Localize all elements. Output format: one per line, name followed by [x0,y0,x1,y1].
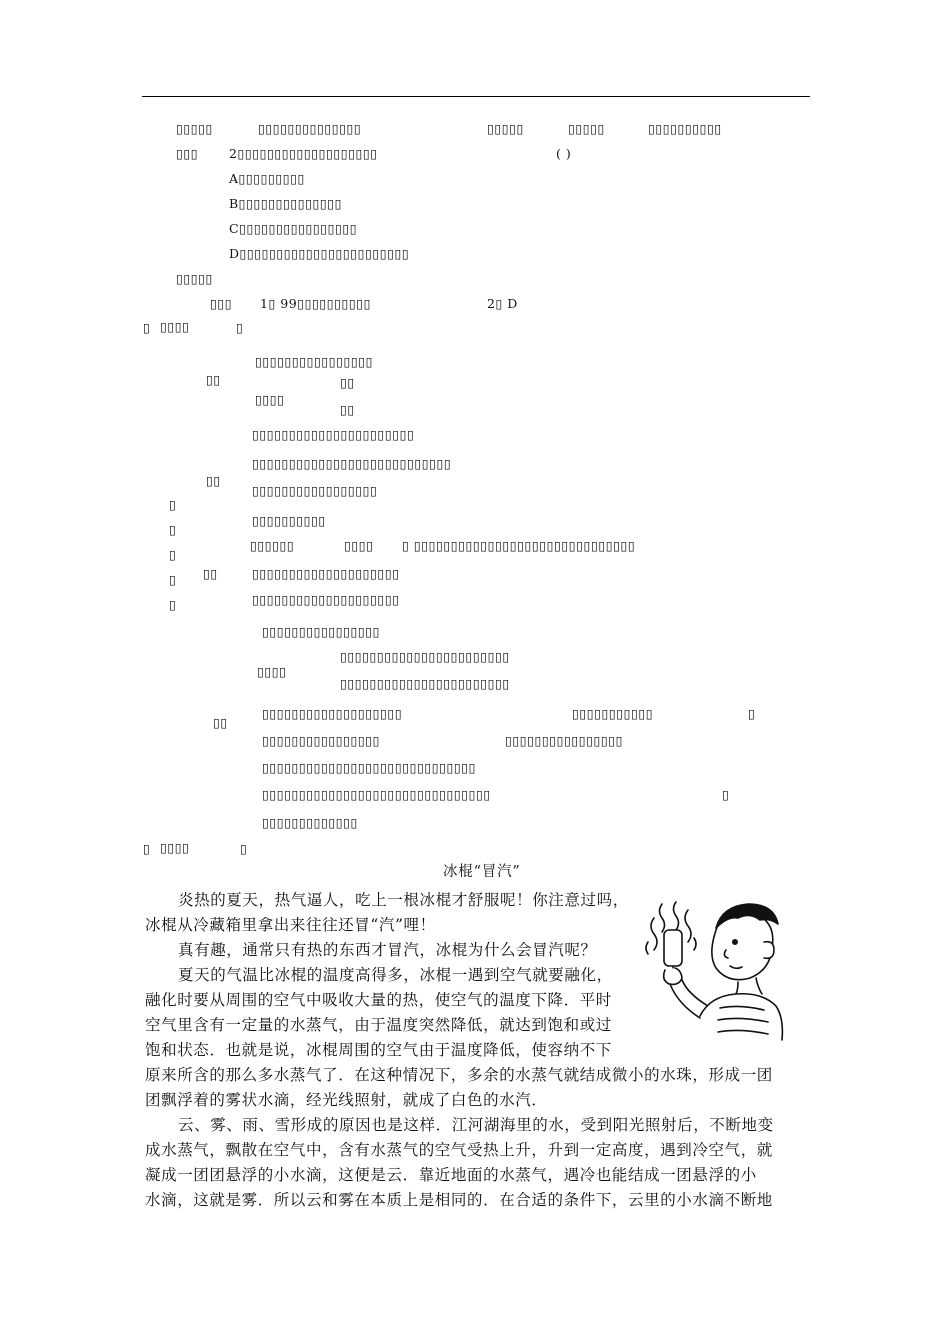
article-line: 云、雾、雨、雪形成的原因也是这样．江河湖海里的水，受到阳光照射后，不断地变 [178,1116,774,1134]
outline-line: ▯▯▯▯▯▯▯▯▯▯▯▯▯ [262,815,358,830]
side-label-char: ▯ [169,572,177,587]
question-2-text: 2▯▯▯▯▯▯▯▯▯▯▯▯▯▯▯▯▯▯▯ [229,146,378,161]
section2-title: ▯▯▯▯ [160,840,190,855]
option-b: B▯▯▯▯▯▯▯▯▯▯▯▯▯▯ [229,196,342,211]
outline-line: ▯▯▯▯▯▯▯▯▯▯▯▯▯▯▯▯▯▯▯▯▯▯ [252,427,415,442]
answer-1: 1▯ 99▯▯▯▯▯▯▯▯▯▯ [260,296,371,311]
boy-with-ice-pop-illustration [640,898,790,1043]
outline-line: ▯▯▯▯▯▯▯▯▯▯▯▯▯▯▯▯▯▯▯▯▯▯▯▯▯▯▯ [252,456,452,471]
side-label-char: ▯ [169,497,177,512]
article-line: 团飘浮着的雾状水滴，经光线照射，就成了白色的水汽． [145,1091,548,1109]
outline-line: ▯▯▯▯▯▯▯▯▯▯▯▯▯▯▯▯▯ [252,483,378,498]
article-line: 饱和状态．也就是说，冰棍周围的空气由于温度降低，使容纳不下 [145,1041,612,1059]
outline-line: ▯▯ [340,375,355,390]
article-line: 炎热的夏天，热气逼人，吃上一根冰棍才舒服呢！你注意过吗， [178,891,629,909]
section2-close-bracket: ▯ [240,841,248,856]
outline-line: ▯▯▯▯▯▯▯▯▯▯▯▯▯▯▯▯ [255,354,374,369]
header-rule [142,96,810,97]
side-label-char: ▯ [169,547,177,562]
outline-line: ▯▯▯▯ [257,664,287,679]
article-line: 空气里含有一定量的水蒸气，由于温度突然降低，就达到饱和或过 [145,1016,612,1034]
question-2-prefix: ▯▯▯ [176,146,199,161]
outline-line: ▯ [748,706,756,721]
exercise-row1-e: ▯▯▯▯▯▯▯▯▯▯ [648,121,722,136]
section1-close-bracket: ▯ [236,320,244,335]
section1-open-bracket: ▯ [143,320,151,335]
outline-line: ▯▯▯▯▯▯▯▯▯▯▯▯▯▯▯▯▯▯▯▯▯▯▯ [340,676,510,691]
option-a: A▯▯▯▯▯▯▯▯▯ [229,171,305,186]
article-line: 水滴，这就是雾．所以云和雾在本质上是相同的．在合适的条件下，云里的小水滴不断地 [145,1191,773,1209]
article-line: 原来所含的那么多水蒸气了．在这种情况下，多余的水蒸气就结成微小的水珠，形成一团 [145,1066,773,1084]
outline-branch-label: ▯▯ [213,715,228,730]
article-line: 真有趣，通常只有热的东西才冒汽，冰棍为什么会冒汽呢？ [178,941,597,959]
outline-branch-label: ▯▯ [206,473,221,488]
side-label-char: ▯ [169,522,177,537]
outline-line: ▯▯▯▯▯▯▯▯▯▯▯▯▯▯▯▯ [505,733,624,748]
outline-line: ▯▯▯▯▯▯▯▯▯▯▯▯▯▯▯▯ [262,733,381,748]
outline-line: ▯▯▯▯▯▯▯▯▯▯▯▯▯▯▯▯▯▯▯▯▯▯▯▯▯▯▯▯▯ [262,760,476,775]
exercise-row1-d: ▯▯▯▯▯ [568,121,605,136]
option-c: C▯▯▯▯▯▯▯▯▯▯▯▯▯▯▯▯ [229,221,358,236]
outline-line: ▯▯▯▯▯▯▯▯▯▯ [252,513,326,528]
outline-branch-label: ▯▯ [203,566,218,581]
exercise-row1-c: ▯▯▯▯▯ [487,121,524,136]
section2-open-bracket: ▯ [143,841,151,856]
outline-line: ▯▯▯▯ [255,392,285,407]
article-line: 成水蒸气，飘散在空气中，含有水蒸气的空气受热上升，升到一定高度，遇到冷空气，就 [145,1141,773,1159]
answer-heading: ▯▯▯▯▯ [176,271,213,286]
outline-line: ▯▯▯▯▯▯ [250,538,295,553]
outline-line: ▯ [722,787,730,802]
outline-line: ▯▯▯▯▯▯▯▯▯▯▯▯▯▯▯▯▯▯▯▯ [252,566,400,581]
article-line: 夏天的气温比冰棍的温度高得多，冰棍一遇到空气就要融化， [178,966,613,984]
outline-line: ▯▯▯▯▯▯▯▯▯▯▯▯▯▯▯▯ [262,624,381,639]
exercise-row1-a: ▯▯▯▯▯ [176,121,213,136]
article-line: 冰棍从冷藏箱里拿出来往往还冒“汽”哩！ [145,916,436,934]
outline-line: ▯▯▯▯▯▯▯▯▯▯▯▯▯▯▯▯▯▯▯▯▯▯▯ [340,649,510,664]
question-2-answer-blank: ( ) [556,146,572,161]
outline-line: ▯▯▯▯ [344,538,374,553]
outline-branch-label: ▯▯ [206,372,221,387]
side-label-char: ▯ [169,597,177,612]
section1-title: ▯▯▯▯ [160,319,190,334]
outline-line: ▯▯▯▯▯▯▯▯▯▯▯▯▯▯▯▯▯▯▯▯ [252,592,400,607]
answer-2: 2▯ D [487,296,518,311]
article-line: 凝成一团团悬浮的小水滴，这便是云．靠近地面的水蒸气，遇冷也能结成一团悬浮的小 [145,1166,757,1184]
option-d: D▯▯▯▯▯▯▯▯▯▯▯▯▯▯▯▯▯▯▯▯▯▯▯ [229,246,410,261]
article-title: 冰棍“冒汽” [443,864,521,880]
outline-line: ▯▯▯▯▯▯▯▯▯▯▯ [572,706,654,721]
outline-line: ▯▯▯▯▯▯▯▯▯▯▯▯▯▯▯▯▯▯▯ [262,706,403,721]
outline-line: ▯ ▯▯▯▯▯▯▯▯▯▯▯▯▯▯▯▯▯▯▯▯▯▯▯▯▯▯▯▯▯▯ [402,538,636,553]
outline-line: ▯▯▯▯▯▯▯▯▯▯▯▯▯▯▯▯▯▯▯▯▯▯▯▯▯▯▯▯▯▯▯ [262,787,491,802]
exercise-row1-b: ▯▯▯▯▯▯▯▯▯▯▯▯▯▯ [258,121,362,136]
article-line: 融化时要从周围的空气中吸收大量的热，使空气的温度下降．平时 [145,991,612,1009]
outline-line: ▯▯ [340,402,355,417]
answer-prefix: ▯▯▯ [210,296,233,311]
